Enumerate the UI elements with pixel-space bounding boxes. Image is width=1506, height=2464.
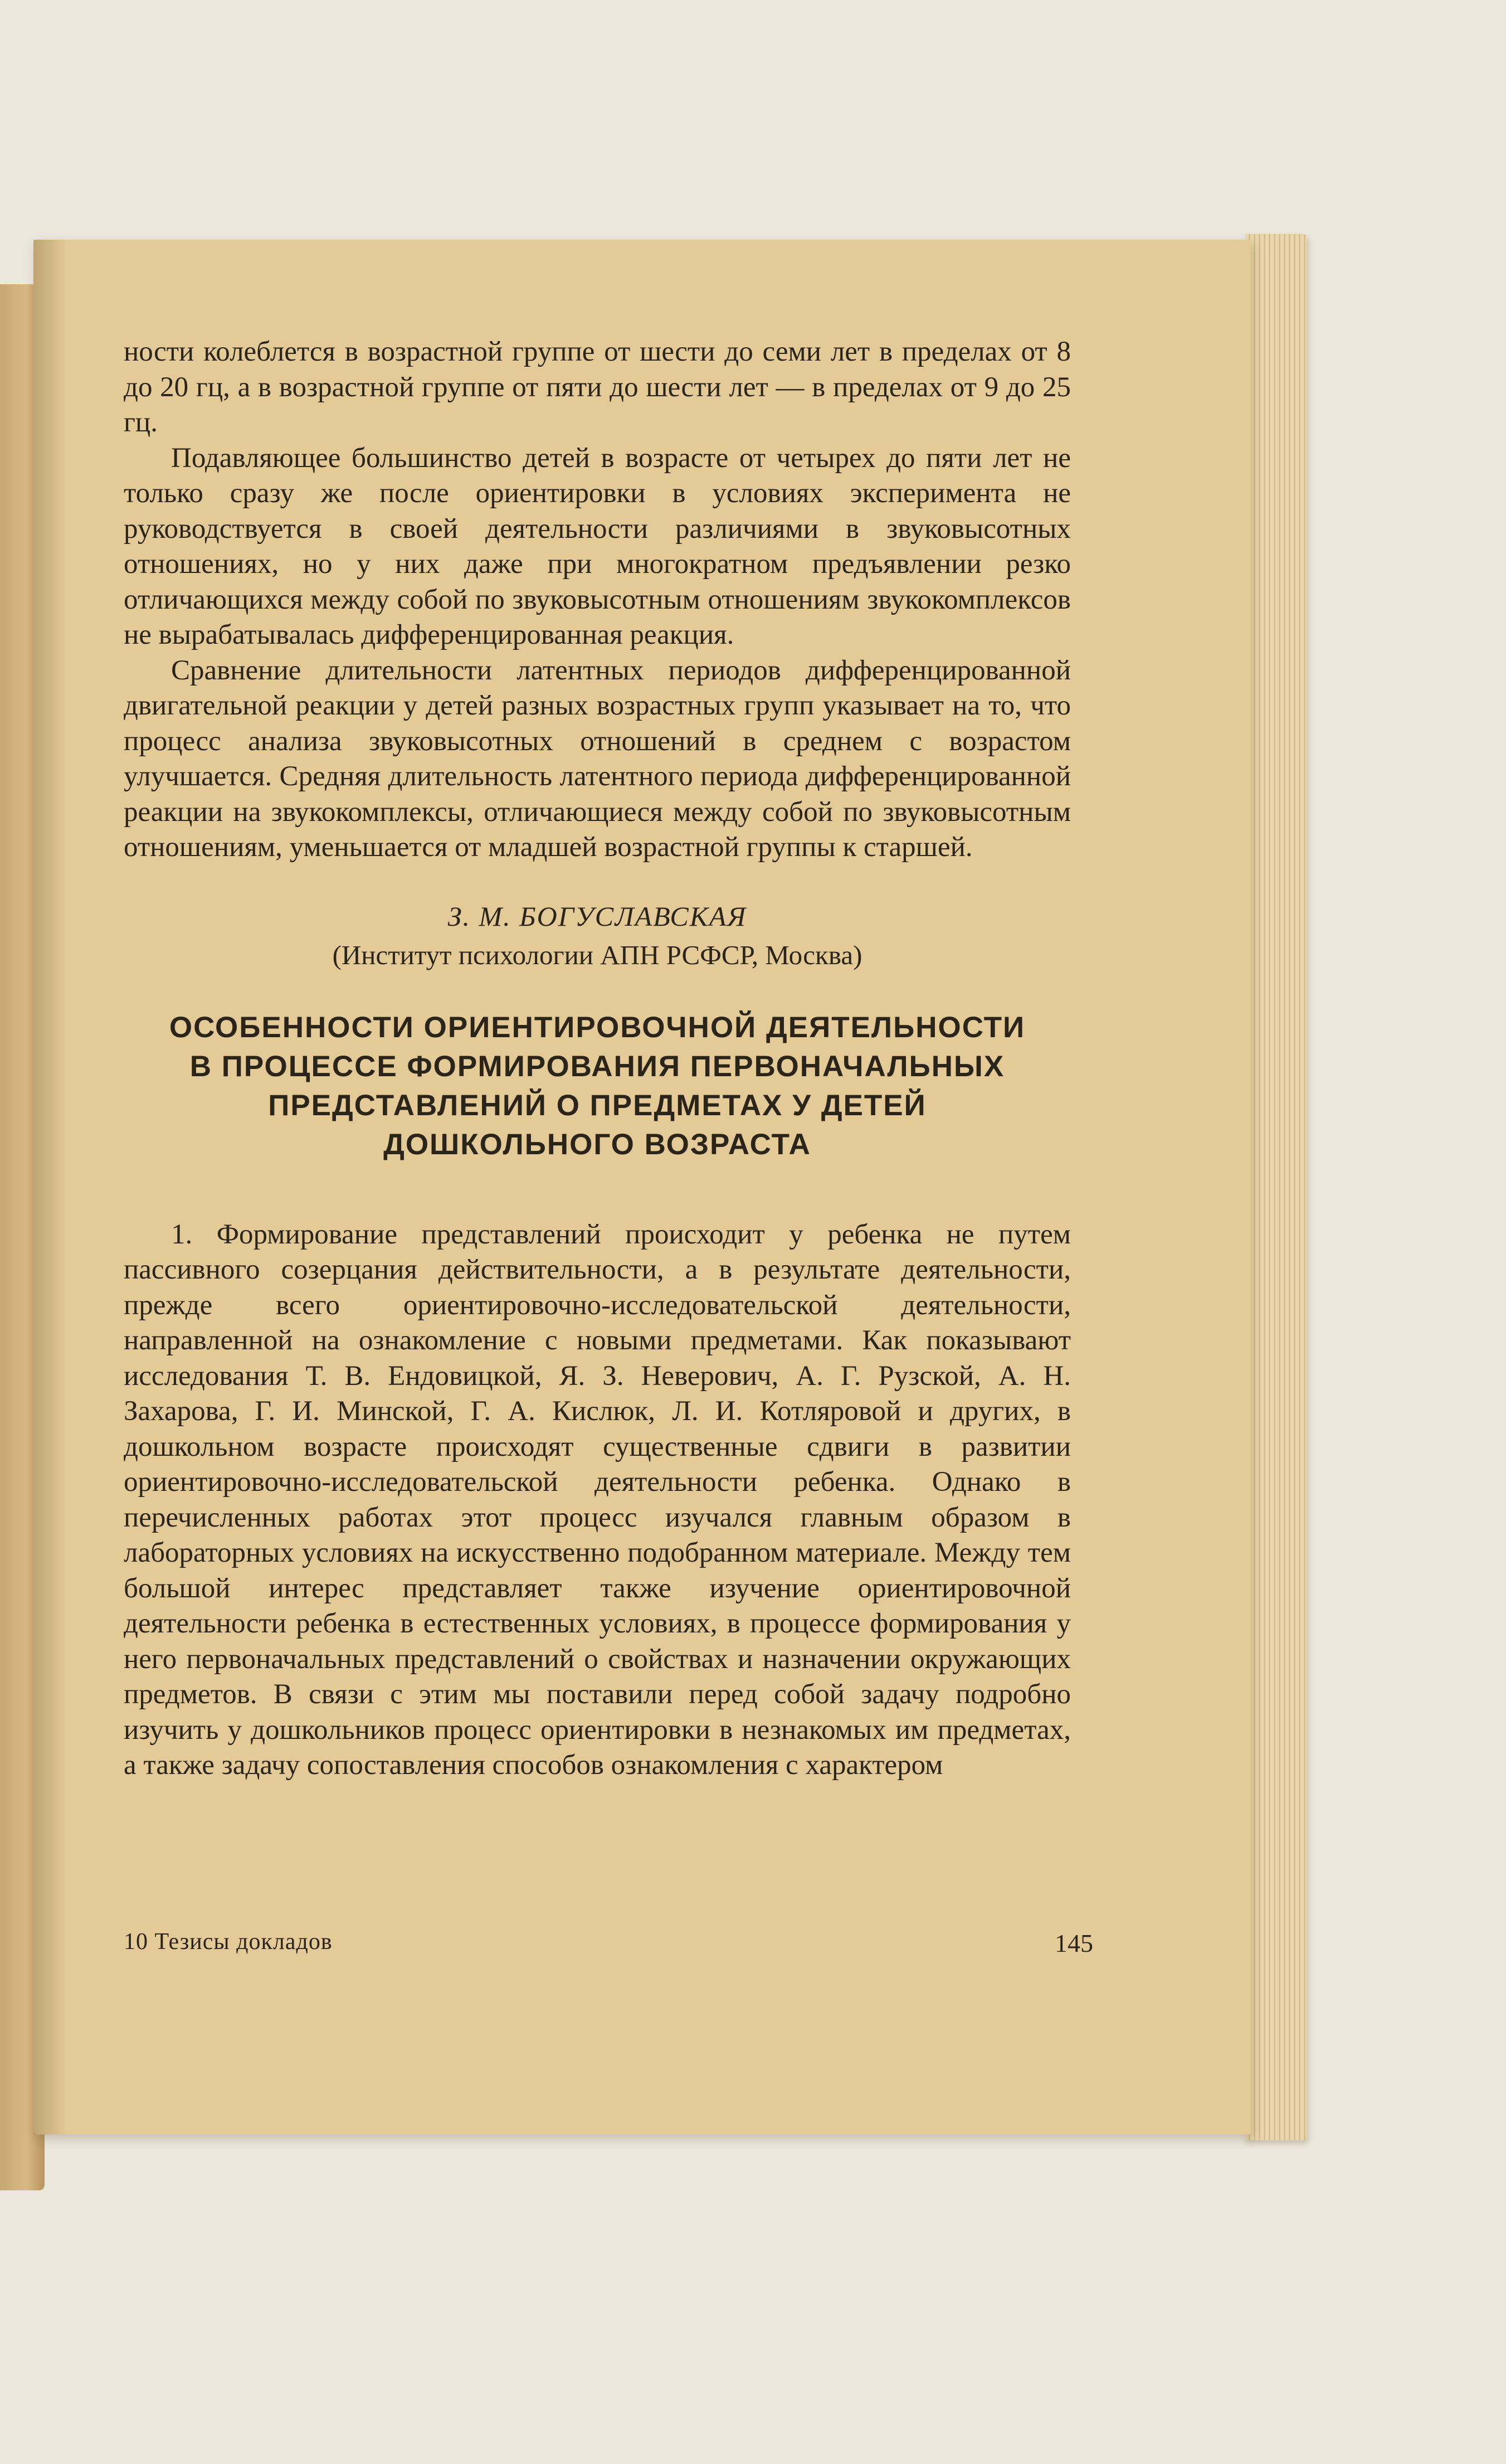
body-paragraph-1: 1. Формирование представлений происходит у ребенка не путем пассивного созерцания действительности, а в результате деятельности, прежде всего ориентировочно-исследовательской деятельности, направленной на ознакомление с новыми предметами. Как показывают исследования Т. В. Ендовицкой, Я. З. Неверович, А. Г. Рузской, А. Н. Захарова, Г. И. Минской, Г. А. Кислюк, Л. И. Котляровой и других, в дошкольном возрасте происходят существенные сдвиги в развитии ориентировочно-исследовательской деятельности ребенка. Однако в перечисленных работах этот процесс изучался главным образом в лабораторных условиях на искусственно подобранном материале. Между тем большой интерес представляет также изучение ориентировочной деятельности ребенка в естественных условиях, в процессе формирования у него первоначальных представлений о свойствах и назначении окружающих предметов. В связи с этим мы поставили перед собой задачу подробно изучить у дошкольников процесс ориентировки в незнакомых им предметах, а также задачу сопоставления способов ознакомления с характером [124,1218,1071,1781]
article-title [124,1008,1071,1164]
title-line: ОСОБЕННОСТИ ОРИЕНТИРОВОЧНОЙ ДЕЯТЕЛЬНОСТИ [169,1010,1026,1044]
author-institution: (Институт психологии АПН РСФСР, Москва) [332,939,862,970]
title-line: ПРЕДСТАВЛЕНИЙ О ПРЕДМЕТАХ У ДЕТЕЙ [268,1088,927,1122]
page-stack-edges [1245,234,1307,2140]
author-name: З. М. БОГУСЛАВСКАЯ [447,900,747,932]
page-number: 145 [1055,1929,1093,1957]
paragraph-continuation: ности колеблется в возрастной группе от шести до семи лет в пределах от 8 до 20 гц, а в возрастной группе от пяти до шести лет — в пределах от 9 до 25 гц. [124,336,1071,438]
signature-mark: 10 Тезисы докладов [124,1929,333,1955]
paragraph-majority: Подавляющее большинство детей в возрасте от четырех до пяти лет не только сразу же после ориентировки в условиях эксперимента не руководствуется в своей деятельности различиями в звуковысотных отношениях, но у них даже при многократном предъявлении резко отличающихся между собой по звуковысотным отношениям звукокомплексов не вырабатывалась дифференцированная реакция. [124,442,1071,650]
page-text [124,334,1071,1783]
paragraph-comparison: Сравнение длительности латентных периодов дифференцированной двигательной реакции у детей разных возрастных групп указывает на то, что процесс анализа звуковысотных отношений в среднем с возрастом улучшается. Средняя длительность латентного периода дифференцированной реакции на звукокомплексы, отличающиеся между собой по звуковысотным отношениям, уменьшается от младшей возрастной группы к старшей. [124,654,1071,863]
title-line: ДОШКОЛЬНОГО ВОЗРАСТА [383,1127,811,1161]
title-line: В ПРОЦЕССЕ ФОРМИРОВАНИЯ ПЕРВОНАЧАЛЬНЫХ [189,1049,1005,1083]
